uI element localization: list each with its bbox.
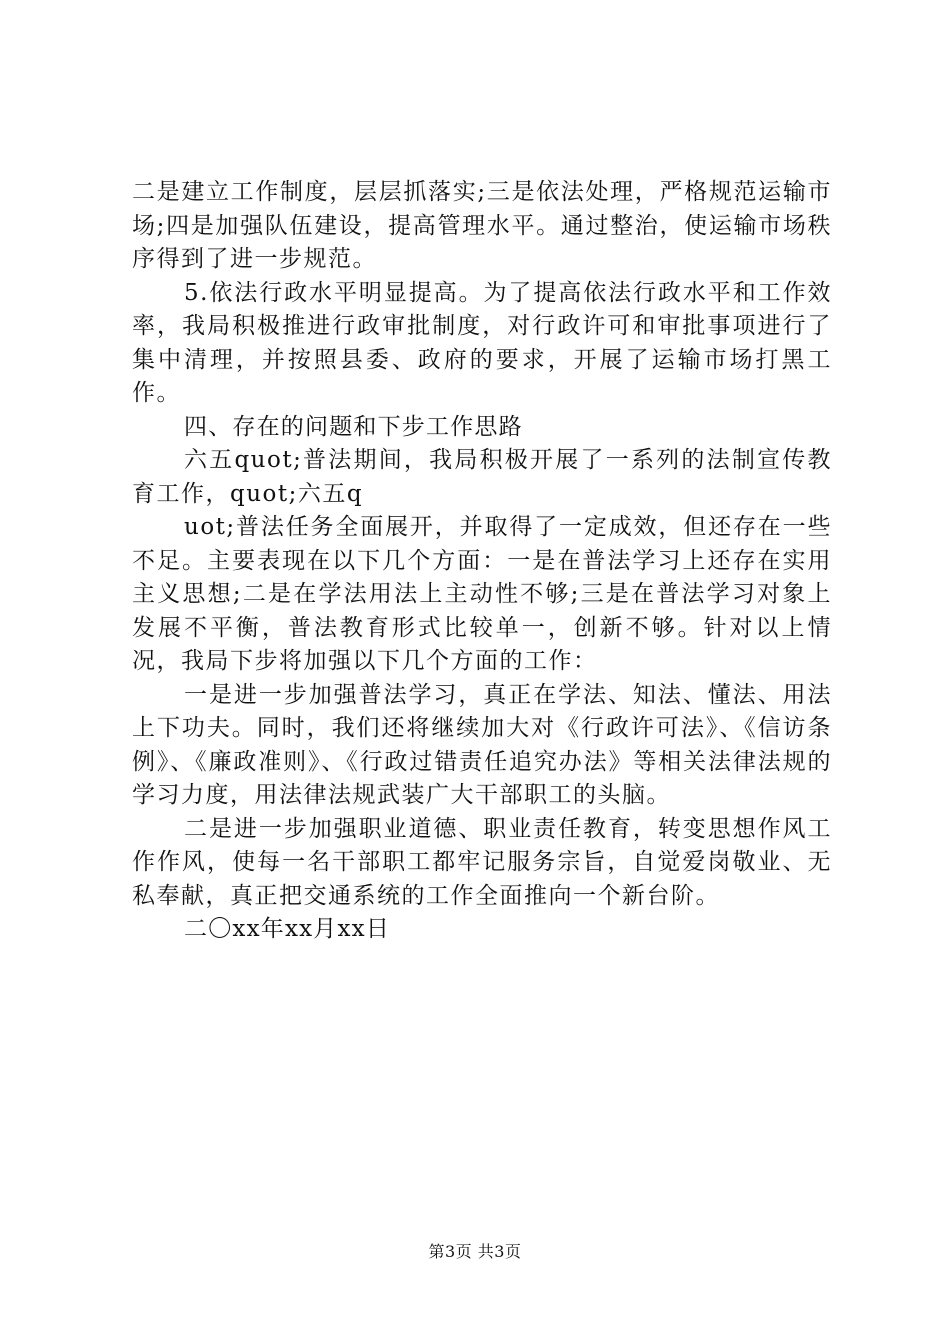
paragraph-5: 一是进一步加强普法学习，真正在学法、知法、懂法、用法上下功夫。同时，我们还将继续加大对《行政许可法》、《信访条例》、《廉政准则》、《行政过错责任追究办法》等相关法律法规的学习力度，用法律法规武装广大干部职工的头脑。 (132, 681, 832, 808)
document-body (132, 176, 832, 947)
page-footer: 第3页 共3页 (428, 1242, 522, 1261)
document-date: 二〇xx年xx月xx日 (184, 916, 391, 942)
section-heading: 四、存在的问题和下步工作思路 (184, 413, 523, 440)
paragraph-2: 5.依法行政水平明显提高。为了提高依法行政水平和工作效率，我局积极推进行政审批制度，对行政许可和审批事项进行了集中清理，并按照县委、政府的要求，开展了运输市场打黑工作。 (132, 279, 832, 406)
paragraph-6: 二是进一步加强职业道德、职业责任教育，转变思想作风工作作风，使每一名干部职工都牢记服务宗旨，自觉爱岗敬业、无私奉献，真正把交通系统的工作全面推向一个新台阶。 (132, 815, 832, 909)
paragraph-3: 六五quot;普法期间，我局积极开展了一系列的法制宣传教育工作，quot;六五q (132, 447, 832, 507)
paragraph-4: uot;普法任务全面展开，并取得了一定成效，但还存在一些不足。主要表现在以下几个方面：一是在普法学习上还存在实用主义思想;二是在学法用法上主动性不够;三是在普法学习对象上发展不平衡，普法教育形式比较单一，创新不够。针对以上情况，我局下步将加强以下几个方面的工作： (132, 514, 832, 674)
paragraph-1: 二是建立工作制度，层层抓落实;三是依法处理，严格规范运输市场;四是加强队伍建设，提高管理水平。通过整治，使运输市场秩序得到了进一步规范。 (132, 179, 832, 272)
